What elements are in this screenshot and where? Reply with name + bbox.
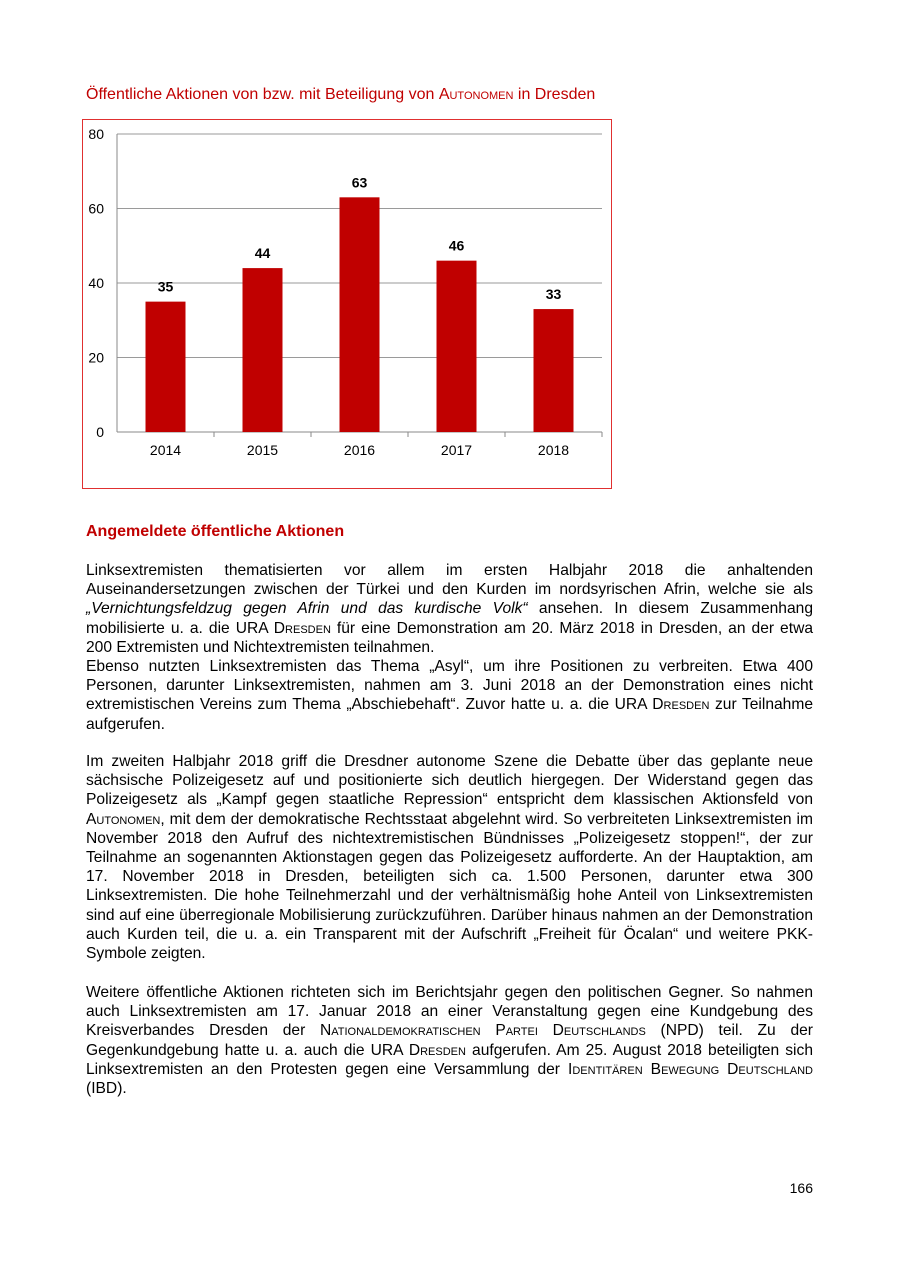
p2-org: Dresden bbox=[652, 696, 710, 714]
section-heading: Angemeldete öffentliche Aktionen bbox=[86, 523, 345, 540]
y-tick-label: 40 bbox=[88, 275, 104, 291]
chart-title-suffix: in Dresden bbox=[513, 86, 596, 103]
p1-text-a: Linksextremisten thematisierten vor allem im ersten Halbjahr 2018 die anhaltenden Auseinandersetzungen zwischen der Türkei und den Kurden im nordsyrischen Afrin, welche sie als bbox=[86, 562, 813, 599]
data-label-2016: 63 bbox=[351, 174, 368, 191]
p3-org: Autonomen bbox=[86, 810, 161, 828]
bar-2015 bbox=[243, 268, 283, 432]
y-tick-label: 20 bbox=[88, 349, 104, 366]
bar-2018 bbox=[534, 309, 574, 432]
chart-title-org: Autonomen bbox=[438, 86, 514, 103]
data-label-2015: 44 bbox=[254, 245, 271, 262]
y-tick-label: 80 bbox=[88, 126, 104, 142]
bar-2014 bbox=[146, 302, 186, 432]
chart-title-prefix: Öffentliche Aktionen von bzw. mit Beteiligung von bbox=[86, 86, 439, 103]
bar-chart bbox=[82, 119, 612, 489]
bar-2016 bbox=[340, 197, 380, 432]
x-tick-label-2018: 2018 bbox=[537, 442, 570, 458]
p1-text-c: für eine Demonstration am 20. März 2018 in Dresden, an der etwa 200 Extremisten und Nichtextremisten teilnahmen. bbox=[86, 619, 814, 656]
x-tick-label-2016: 2016 bbox=[343, 442, 376, 458]
p4-text-a: Weitere öffentliche Aktionen richteten sich im Berichtsjahr gegen den politischen Gegner. So nahmen auch Linksextremisten am 17. Januar 2018 an einer Veranstaltung gegen eine Kundgebung des Kreisverbandes Dresden der bbox=[86, 984, 813, 1040]
p4-text-d: (IBD). bbox=[86, 1080, 127, 1098]
p1-org: Dresden bbox=[273, 619, 331, 637]
p1-text-b: ansehen. In diesem Zusammenhang mobilisierte u. a. die URA bbox=[86, 600, 814, 637]
x-tick-label-2017: 2017 bbox=[440, 442, 473, 458]
data-label-2018: 33 bbox=[545, 286, 562, 303]
p4-text-c: aufgerufen. Am 25. August 2018 beteiligten sich Linksextremisten an den Protesten gegen eine Versammlung der bbox=[86, 1041, 813, 1078]
p2-text-b: zur Teilnahme aufgerufen. bbox=[86, 696, 814, 733]
y-tick-label: 60 bbox=[88, 200, 104, 217]
p4-text-b: (NPD) teil. Zu der Gegenkundgebung hatte u. a. auch die URA bbox=[86, 1022, 813, 1059]
p3-text-b: , mit dem der demokratische Rechtsstaat abgelehnt wird. So verbreiteten Linksextremisten im November 2018 den Aufruf des nichtextremistischen Bündnisses „Polizeigesetz stoppen!“, der zur Teilnahme an sogenannten Aktionstagen gegen das Polizeigesetz aufforderte. An der Hauptaktion, am 17. November 2018 in Dresden, beteiligten sich ca. 1.500 Personen, darunter etwa 300 Linksextremisten. Die hohe Teilnehmerzahl und der verhältnismäßig hohe Anteil von Linksextremisten sind auf eine überregionale Mobilisierung zurückzuführen. Darüber hinaus nahmen an der Demonstration auch Kurden teil, die u. a. ein Transparent mit der Aufschrift „Freiheit für Öcalan“ und weitere PKK-Symbole zeigten. bbox=[86, 810, 813, 963]
paragraph-4 bbox=[86, 983, 813, 1098]
p4-org-npd: Nationaldemokratischen Partei Deutschlands bbox=[320, 1022, 646, 1040]
chart-title bbox=[86, 86, 595, 104]
x-tick-label-2015: 2015 bbox=[246, 442, 279, 458]
bar-2017 bbox=[437, 261, 477, 432]
data-label-2014: 35 bbox=[157, 278, 174, 295]
paragraph-3 bbox=[86, 752, 813, 963]
p4-org-ibd: Identitären Bewegung Deutschland bbox=[568, 1060, 813, 1078]
p3-text-a: Im zweiten Halbjahr 2018 griff die Dresdner autonome Szene die Debatte über das geplante neue sächsische Polizeigesetz auf und positionierte sich deutlich hiergegen. Der Widerstand gegen das Polizeigesetz als „Kampf gegen staatliche Repression“ entspricht dem klassischen Aktionsfeld von bbox=[86, 753, 813, 809]
y-tick-label: 0 bbox=[96, 424, 104, 440]
page-number: 166 bbox=[789, 1180, 813, 1196]
p2-text-a: Ebenso nutzten Linksextremisten das Thema „Asyl“, um ihre Positionen zu verbreiten. Etwa 400 Personen, darunter Linksextremisten, nahmen am 3. Juni 2018 an der Demonstration eines nicht extremistischen Vereins zum Thema „Abschiebehaft“. Zuvor hatte u. a. die URA bbox=[86, 658, 813, 714]
data-label-2017: 46 bbox=[448, 237, 465, 254]
x-tick-label-2014: 2014 bbox=[149, 442, 182, 458]
p1-quote: „Vernichtungsfeldzug gegen Afrin und das kurdische Volk“ bbox=[86, 600, 528, 618]
p4-org-ura: Dresden bbox=[408, 1041, 466, 1059]
paragraph-1 bbox=[86, 561, 813, 734]
